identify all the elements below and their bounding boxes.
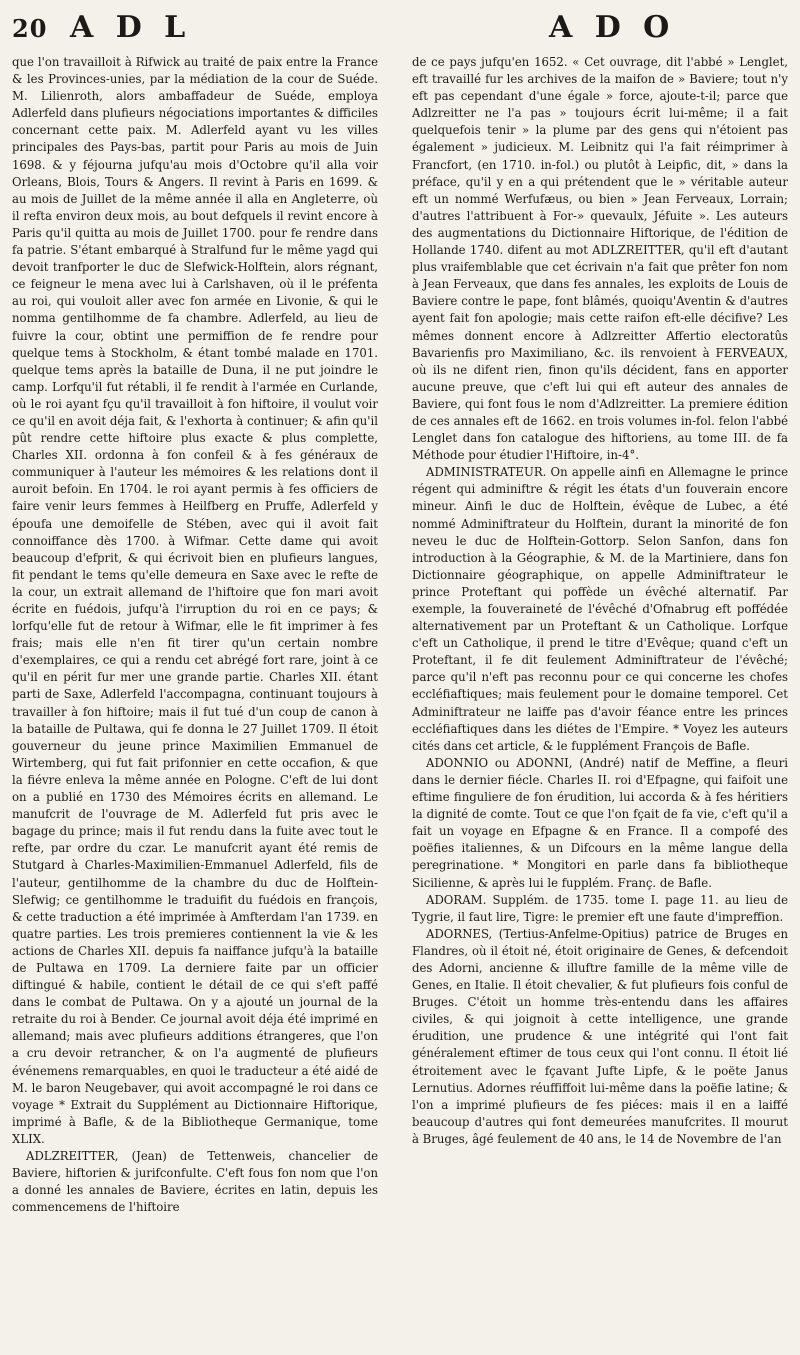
entry-adonnio: ADONNIO ou ADONNI, (André) natif de Meffine, a fleuri dans le dernier fiécle. Charles II. roi d'Efpagne, qui faifoit une eftime finguliere de fon érudition, lui accorda & à fes héritiers la dignité de comte. Tout ce que l'on fçait de fa vie, c'eft qu'il a fait un voyage en Efpagne & en France. Il a compofé des poëfies italiennes, & un Difcours en la même langue della peregrinatione. * Mongitori en parle dans fa bibliotheque Sicilienne, & après lui le fupplém. Franç. de Bafle. [412,755,788,890]
right-running-head: A D O [549,10,676,45]
entry-adlerfeld-continued: que l'on travailloit à Rifwick au traité de paix entre la France & les Provinces-unies, par la médiation de la cour de Suéde. M. Lilienroth, alors ambaffadeur de Suéde, employa Adlerfeld dans plufieurs négociations importantes & difficiles concernant cette paix. M. Adlerfeld ayant vu les villes principales des Pays-bas, partit pour Paris au mois de Juin 1698. & y féjourna jufqu'au mois d'Octobre qu'il alla voir Orleans, Blois, Tours & Angers. Il revint à Paris en 1699. & au mois de Juillet de la même année il alla en Angleterre, où il refta environ deux mois, au bout defquels il revint encore à Paris qu'il quitta au mois de Juillet 1700. pour fe rendre dans fa patrie. S'étant embarqué à Stralfund fur le même yagd qui devoit tranfporter le duc de Slefwick-Holftein, alors régnant, ce feigneur le mena avec lui à Carlshaven, où il le préfenta au roi, qui vouloit aller avec fon armée en Livonie, & qui le nomma gentilhomme de fa chambre. Adlerfeld, au lieu de fuivre la cour, obtint une permiffion de fe rendre pour quelque tems à Stockholm, & étant tombé malade en 1701. quelque tems après la bataille de Duna, il ne put joindre le camp. Lorfqu'il fut rétabli, il fe rendit à l'armée en Curlande, où le roi ayant fçu qu'il travailloit à fon hiftoire, il voulut voir ce qu'il en avoit déja fait, & l'exhorta à continuer; & afin qu'il pût rendre cette hiftoire plus exacte & plus complette, Charles XII. ordonna à fon confeil & à fes généraux de communiquer à l'auteur les mémoires & les relations dont il auroit befoin. En 1704. le roi ayant permis à fes officiers de faire venir leurs femmes à Heilfberg en Pruffe, Adlerfeld y époufa une demoifelle de Stében, avec qui il avoit fait connoiffance dès 1700. à Wifmar. Cette dame qui avoit beaucoup d'efprit, & qui écrivoit bien en plufieurs langues, fit pendant le tems qu'elle demeura en Saxe avec le refte de la cour, un extrait allemand de l'hiftoire que fon mari avoit écrite en fuédois, jufqu'à l'irruption du roi en ce pays; & lorfqu'elle fut de retour à Wifmar, elle le fit imprimer à fes frais; mais elle n'en fit tirer qu'un certain nombre d'exemplaires, ce qui a rendu cet abrégé fort rare, joint à ce qu'il en périt fur mer une grande partie. Charles XII. étant parti de Saxe, Adlerfeld l'accompagna, continuant toujours à travailler à fon hiftoire; mais il fut tué d'un coup de canon à la bataille de Pultawa, qui fe donna le 27 Juillet 1709. Il étoit gouverneur du jeune prince Maximilien Emmanuel de Wirtemberg, qui fut fait prifonnier en cette occafion, & que la fiévre enleva la même année en Pologne. C'eft de lui dont on a publié en 1730 des Mémoires écrits en allemand. Le manufcrit de l'ouvrage de M. Adlerfeld fut pris avec le bagage du prince; mais il fut rendu dans la fuite avec tout le refte, par ordre du czar. Le manufcrit ayant été remis de Stutgard à Charles-Maximilien-Emmanuel Adlerfeld, fils de l'auteur, gentilhomme de la chambre du duc de Holftein-Slefwig; ce gentilhomme le traduifit du fuédois en françois, & cette traduction a été imprimée à Amfterdam l'an 1739. en quatre parties. Les trois premieres contiennent la vie & les actions de Charles XII. depuis fa naiffance jufqu'à la bataille de Pultawa en 1709. La derniere faite par un officier diftingué & habile, contient le détail de ce qui s'eft paffé dans le combat de Pultawa. On y a ajouté un journal de la retraite du roi à Bender. Ce journal avoit déja été imprimé en allemand; mais avec plufieurs additions étrangeres, que l'on a cru devoir retrancher, & on l'a augmenté de plufieurs événemens remarquables, en quoi le traducteur a été aidé de M. le baron Neugebaver, qui avoit accompagné le roi dans ce voyage * Extrait du Supplément au Dictionnaire Hiftorique, imprimé à Bafle, & de la Bibliotheque Germanique, tome XLIX. [12,55,378,1146]
entry-adlzreitter: ADLZREITTER, (Jean) de Tettenweis, chancelier de Baviere, hiftorien & jurifconfulte. C'eft fous fon nom que l'on a donné les annales de Baviere, écrites en latin, depuis les commencemens de l'hiftoire [12,1149,378,1215]
entry-adoram: ADORAM. Supplém. de 1735. tome I. page 11. au lieu de Tygrie, il faut lire, Tigre: le premier eft une faute d'impreffion. [412,892,788,924]
entry-administrateur: ADMINISTRATEUR. On appelle ainfi en Allemagne le prince régent qui adminiftre & régit les états d'un fouverain encore mineur. Ainfi le duc de Holftein, évêque de Lubec, a été nommé Adminiftrateur du Holftein, durant la minorité de fon neveu le duc de Holftein-Gottorp. Selon Sanfon, dans fon introduction à la Géographie, & M. de la Martiniere, dans fon Dictionnaire géographique, on appelle Adminiftrateur le prince Proteftant qui poffède un évêché alternatif. Par exemple, la fouveraineté de l'évêché d'Ofnabrug eft poffédée alternativement par un Proteftant & un Catholique. Lorfque c'eft un Catholique, il prend le titre d'Evêque; quand c'eft un Proteftant, il fe dit feulement Adminiftrateur de l'évêché; parce qu'il n'eft pas reconnu pour ce qui concerne les chofes eccléfiaftiques; mais feulement pour le domaine temporel. Cet Adminiftrateur ne laiffe pas d'avoir féance entre les princes eccléfiaftiques dans les diétes de l'Empire. * Voyez les auteurs cités dans cet article, & le fupplément François de Bafle. [412,465,788,753]
entry-adornes: ADORNES, (Tertius-Anfelme-Opitius) patrice de Bruges en Flandres, où il étoit né, étoit originaire de Genes, & defcendoit des Adorni, ancienne & illuftre famille de la même ville de Genes, en Italie. Il étoit chevalier, & fut plufieurs fois conful de Bruges. C'étoit un homme très-entendu dans les affaires civiles, & qui joignoit à cette intelligence, une grande érudition, une prudence & une intégrité qui l'ont fait généralement eftimer de tous ceux qui l'ont connu. Il étoit lié étroitement avec le fçavant Jufte Lipfe, & le poëte Janus Lernutius. Adornes réuffiffoit lui-même dans la poëfie latine; & l'on a imprimé plufieurs de fes piéces: mais il en a laiffé beaucoup d'autres qui font demeurées manufcrites. Il mourut à Bruges, âgé feulement de 40 ans, le 14 de Novembre de l'an [412,926,788,1146]
page-number: 20 [12,14,48,43]
left-column [12,54,378,1216]
entry-adlzreitter-continued: de ce pays jufqu'en 1652. « Cet ouvrage, dit l'abbé » Lenglet, eft travaillé fur les archives de la maifon de » Baviere; tout n'y eft pas cependant d'une égale » force, ajoute-t-il; parce que Adlzreitter ne l'a pas » toujours écrit lui-même; il a fait quelquefois tenir » la plume par des gens qui n'étoient pas également » judicieux. M. Leibnitz qui l'a fait réimprimer à Francfort, (en 1710. in-fol.) ou plutôt à Leipfic, dit, » dans la préface, qu'il y en a qui prétendent que le » véritable auteur eft un nommé Werfufæus, ou bien » Jean Ferveaux, Lorrain; d'autres l'attribuent à For-» quevaulx, Jéfuite ». Les auteurs des augmentations du Dictionnaire Hiftorique, de l'édition de Hollande 1740. difent au mot ADLZREITTER, qu'il eft d'autant plus vraifemblable que cet écrivain n'a fait que prêter fon nom à Jean Ferveaux, que dans fes annales, les exploits de Louis de Baviere contre le pape, font blâmés, quoiqu'Aventin & d'autres ayent fait fon apologie; mais cette raifon eft-elle décifive? Les mêmes donnent encore à Adlzreitter Affertio electoratûs Bavarienfis pro Maximiliano, &c. ils renvoient à FERVEAUX, où ils ne difent rien, finon qu'ils décident, fans en apporter aucune preuve, que c'eft lui qui eft auteur des annales de Baviere, qui font fous le nom d'Adlzreitter. La premiere édition de ces annales eft de 1662. en trois volumes in-fol. felon l'abbé Lenglet dans fon catalogue des hiftoriens, au tome III. de fa Méthode pour étudier l'Hiftoire, in-4°. [412,55,788,463]
right-column [412,54,788,1148]
page-header [12,12,788,48]
left-running-head: A D L [70,10,192,45]
